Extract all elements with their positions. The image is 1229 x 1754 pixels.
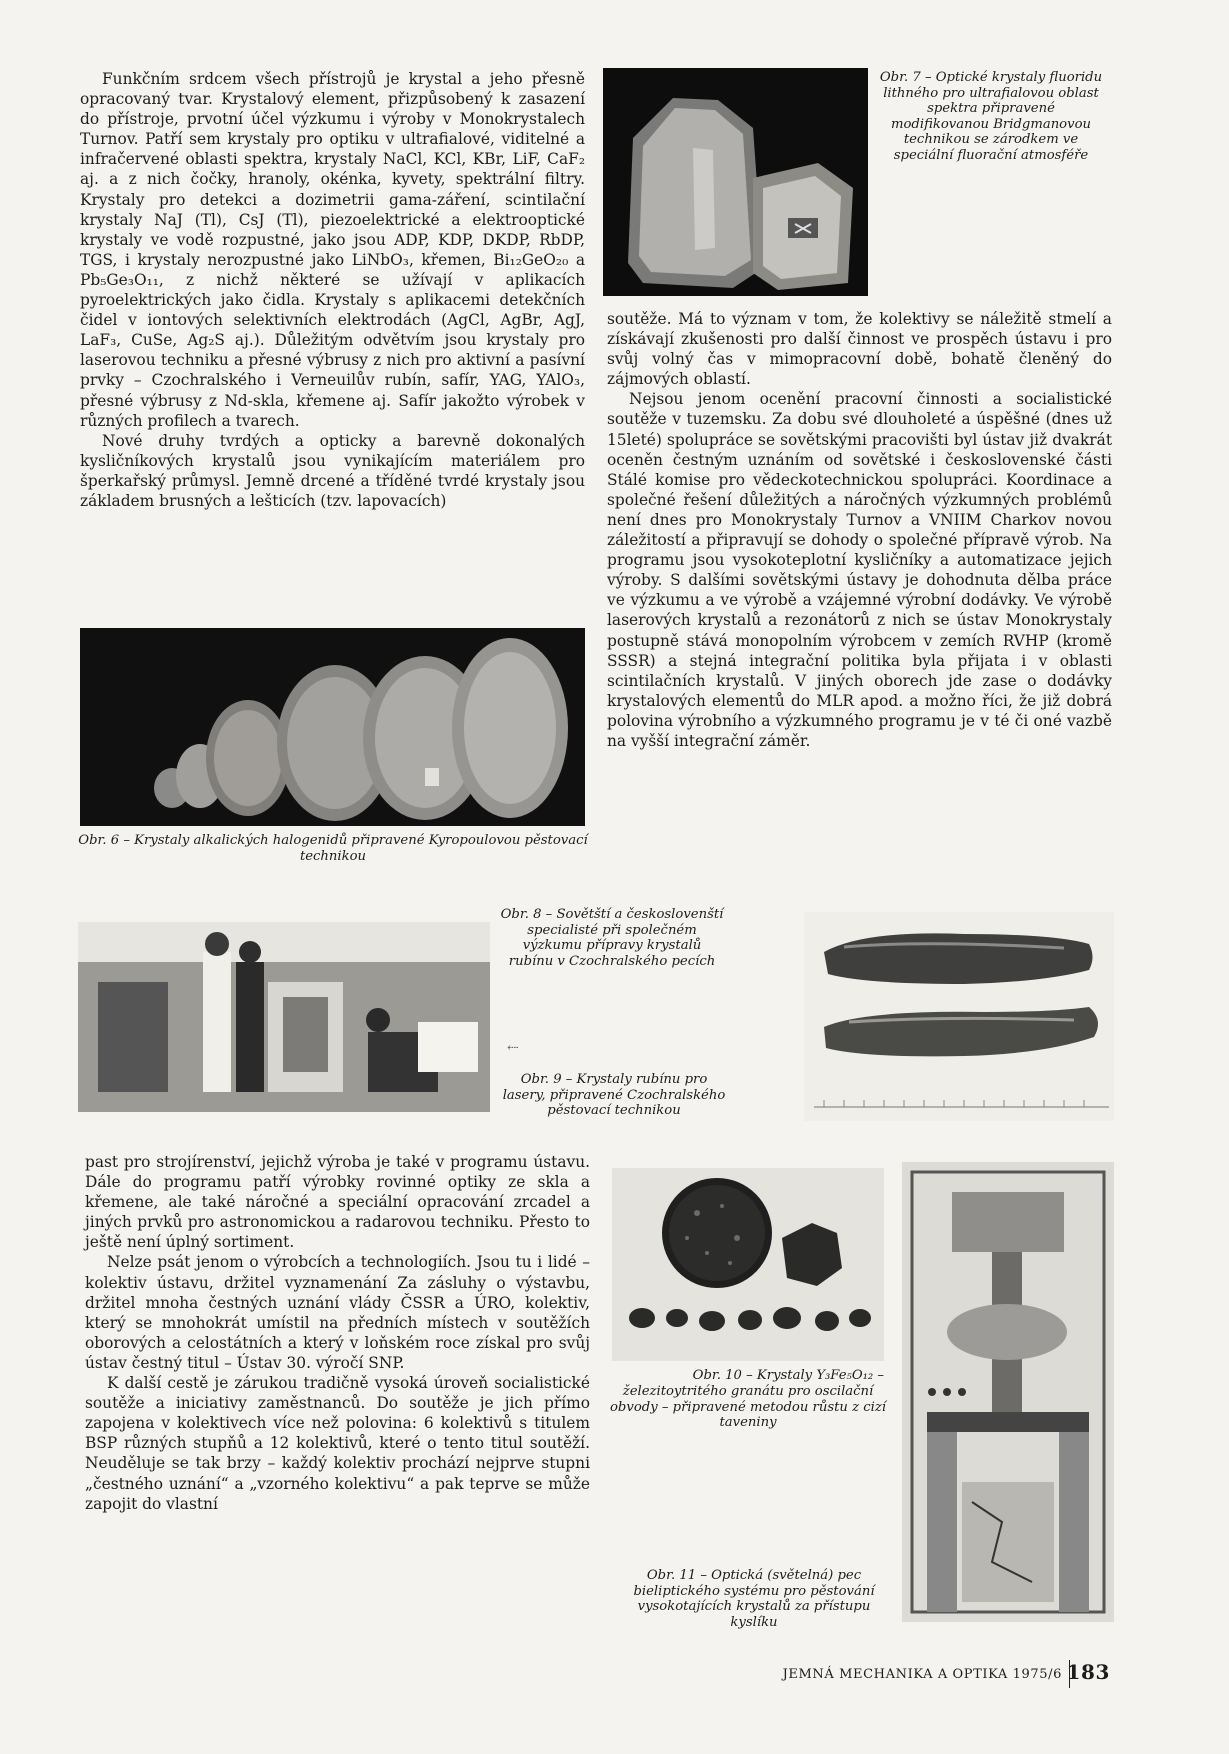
paragraph: K další cestě je zárukou tradičně vysoká úroveň socialistické soutěže a iniciativy zaměstnanců. Do soutěže je jich přímo zapojena v kolektivech více než polovina: 6 kolektivů s titulem BSP různých stupňů a 12 kolektivů, které o tento titul soutěží. Neuděluje se tak brzy – každý kolektiv prochází nejprve stupni „čestného uznání“ a „vzorného kolektivu“ a pak teprve se může zapojit do vlastní [85, 1374, 590, 1513]
page-number: 183 [1066, 1660, 1110, 1684]
left-column-top [80, 69, 585, 511]
page-footer [740, 1658, 1110, 1688]
caption-obr6: Obr. 6 – Krystaly alkalických halogenidů připravené Kyropoulovou pěstovací technikou [78, 833, 588, 864]
caption-obr10-a: Obr. 10 – Krystaly Y₃Fe₅O₁₂ – [692, 1368, 884, 1383]
paragraph: Nelze psát jenom o výrobcích a technologiích. Jsou tu i lidé – kolektiv ústavu, držitel vyznamenání Za zásluhy o výstavbu, držitel mnoha čestných uznání vlády ČSSR a ÚRO, kolektiv, který se mnohokrát umístil na předních místech v soutěžích oborových a celostátních a který v loňském roce získal pro svůj ústav čestný titul – Ústav 30. výročí SNP. [85, 1253, 590, 1372]
caption-obr7: Obr. 7 – Optické krystaly fluoridu lithného pro ultrafialovou oblast spektra připravené modifikovanou Bridgmanovou technikou se zárodkem ve speciální fluorační atmosféře [879, 70, 1103, 163]
paragraph: Nejsou jenom ocenění pracovní činnosti a socialistické soutěže v tuzemsku. Za dobu své dlouholeté a úspěšné (dnes už 15leté) spolupráce se sovětskými pracovišti byl ústav již dvakrát oceněn čestným uznáním od sovětské i československé části Stálé komise pro vědeckotechnickou spolupráci. Koordinace a společné řešení důležitých a náročných výzkumných problémů není dnes pro Monokrystaly Turnov a VNIIM Charkov novou záležitostí a připravují se dohody o společné přípravě výrob. Na programu jsou vysokoteplotní kysličníky a automatizace jejich výroby. S dalšími sovětskými ústavy je dohodnuta dělba práce ve výzkumu a ve výrobě a vzájemné výrobní dodávky. Ve výrobě laserových krystalů a rezonátorů z nich se ústav Monokrystaly postupně stává monopolním výrobcem v zemích RVHP (kromě SSSR) a stejná integrační politika byla přijata i v oblasti scintilačních krystalů. V jiných oborech jde zase o dodávky krystalových elementů do MLR apod. a možno říci, že již dobrá polovina výrobního a výzkumného programu je v té či oné vazbě na vyšší integrační záměr. [607, 390, 1112, 750]
right-column [607, 309, 1112, 751]
figure-6-photo [80, 628, 585, 826]
journal-name: JEMNÁ MECHANIKA A OPTIKA 1975/6 [782, 1667, 1062, 1682]
left-column-bottom [85, 1152, 590, 1514]
arrow-left-icon: ⇠ [507, 1040, 519, 1056]
caption-obr9: Obr. 9 – Krystaly rubínu pro lasery, připravené Czochralského pěstovací technikou [502, 1072, 726, 1118]
caption-obr11: Obr. 11 – Optická (světelná) pec bieliptického systému pro pěstování vysokotajících krystalů za přístupu kyslíku [633, 1568, 875, 1630]
figure-8-photo [78, 922, 490, 1112]
paragraph: past pro strojírenství, jejichž výroba je také v programu ústavu. Dále do programu patří výrobky rovinné optiky ze skla a křemene, ale také náročné a speciální opracování zrcadel a jiných prvků pro astronomickou a radarovou techniku. Přesto to ještě není úplný sortiment. [85, 1153, 590, 1252]
figure-7-photo [603, 68, 868, 296]
figure-10-photo [612, 1168, 884, 1361]
paragraph: Funkčním srdcem všech přístrojů je krystal a jeho přesně opracovaný tvar. Krystalový element, přizpůsobený k zasazení do přístroje, prvotní účel výzkumu i výroby v Monokrystalech Turnov. Patří sem krystaly pro optiku v ultrafialové, viditelné a infračervené oblasti spektra, krystaly NaCl, KCl, KBr, LiF, CaF₂ aj. a z nich čočky, hranoly, okénka, kyvety, spektrální filtry. Krystaly pro detekci a dozimetrii gama-záření, scintilační krystaly NaJ (Tl), CsJ (Tl), piezoelektrické a elektrooptické krystaly ve vodě rozpustné, jako jsou ADP, KDP, DKDP, RbDP, TGS, i krystaly nerozpustné jako LiNbO₃, křemen, Bi₁₂GeO₂₀ a Pb₅Ge₃O₁₁, z nichž některé se užívají v aplikacích pyroelektrických jako čidla. Krystaly s aplikacemi detekčních čidel v iontových selektivních elektrodách (AgCl, AgBr, AgJ, LaF₃, CuSe, Ag₂S aj.). Důležitým odvětvím jsou krystaly pro laserovou techniku a přesné výbrusy z nich pro aktivní a pasívní prvky – Czochralského i Verneuilův rubín, safír, YAG, YAlO₃, přesné výbrusy z Nd-skla, křemene aj. Safír jakožto výrobek v různých profilech a tvarech. [80, 70, 585, 430]
caption-obr8: Obr. 8 – Sovětští a českoslovenští specialisté při společném výzkumu přípravy krystalů rubínu v Czochralského pecích [500, 907, 724, 969]
paragraph: Nové druhy tvrdých a opticky a barevně dokonalých kysličníkových krystalů jsou vynikajícím materiálem pro šperkařský průmysl. Jemně drcené a tříděné tvrdé krystaly jsou základem brusných a lešticích (tzv. lapovacích) [80, 431, 585, 510]
caption-obr10-b: železitoytritého granátu pro oscilační obvody – připravené metodou růstu z cizí taveniny [609, 1384, 887, 1430]
figure-11-photo [902, 1162, 1114, 1622]
paragraph: soutěže. Má to význam v tom, že kolektivy se náležitě stmelí a získávají zkušenosti pro další činnost ve prospěch ústavu i pro svůj volný čas v mimopracovní době, bohatě členěný do zájmových oblastí. [607, 310, 1112, 389]
figure-9-photo [804, 912, 1114, 1121]
